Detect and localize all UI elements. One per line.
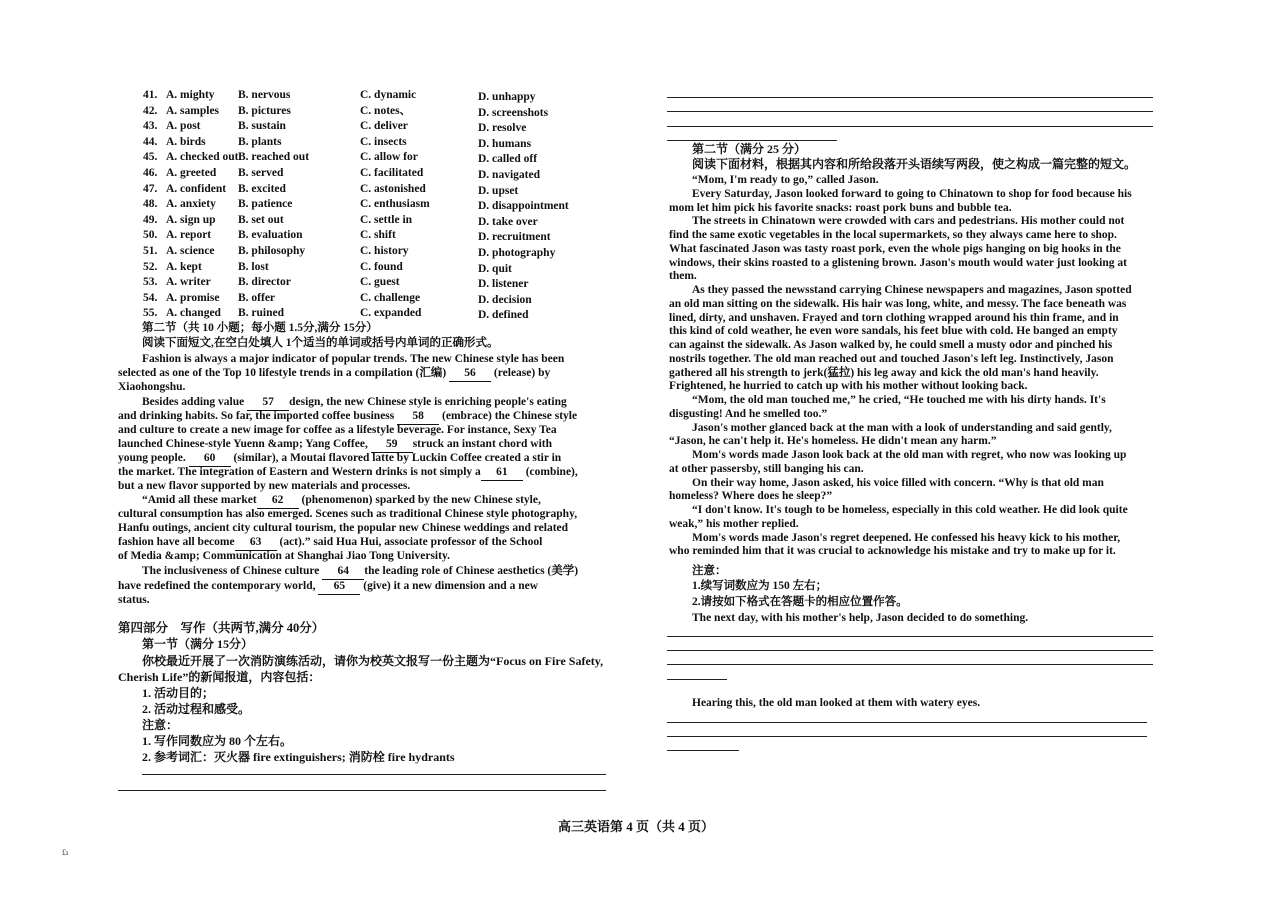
para2-line4: launched Chinese-style Yuenn &amp; Yang Coffee, 59 struck an instant chord with: [118, 438, 552, 453]
blank-56[interactable]: 56: [449, 367, 491, 382]
answer-line[interactable]: [667, 636, 1153, 637]
continuation-note-2: 2.请按如下格式在答题卡的相应位置作答。: [692, 596, 908, 608]
choice-option-b[interactable]: B. philosophy: [238, 245, 306, 257]
answer-line[interactable]: [667, 750, 739, 751]
choice-number: 48.: [143, 198, 158, 211]
story-line: “Jason, he can't help it. He's homeless. He didn't mean any harm.”: [669, 435, 997, 448]
choice-option-b[interactable]: B. served: [238, 167, 284, 179]
choice-option-d[interactable]: D. screenshots: [478, 106, 549, 119]
blank-59[interactable]: 59: [371, 438, 413, 453]
choice-option-c[interactable]: C. dynamic: [360, 89, 417, 101]
story-line: find the same exotic vegetables in the local supermarkets, so they always came here to shop.: [669, 229, 1117, 241]
choice-option-d[interactable]: D. recruitment: [478, 231, 551, 244]
story-line: lined, dirty, and unshaven. Frayed and torn clothing wrapped around his thin frame, and in: [669, 311, 1119, 324]
para1-line1: Fashion is always a major indicator of popular trends. The new Chinese style has been: [142, 353, 565, 365]
story-line: Every Saturday, Jason looked forward to going to Chinatown to shop for food because his: [692, 187, 1132, 200]
story-line: Jason's mother glanced back at the man with a look of understanding and said gently,: [692, 421, 1112, 434]
answer-line[interactable]: [667, 650, 1153, 651]
choice-number: 53.: [143, 276, 158, 289]
writing-prompt-line2: Cherish Life”的新闻报道，内容包括：: [118, 670, 321, 684]
choice-option-a[interactable]: A. promise: [166, 291, 220, 304]
story-line: mom let him pick his favorite snacks: roast pork buns and bubble tea.: [669, 201, 1012, 214]
choice-number: 54.: [143, 291, 158, 304]
choice-option-a[interactable]: A. greeted: [166, 167, 217, 179]
choice-option-b[interactable]: B. plants: [238, 135, 282, 148]
page-footer: 高三英语第 4 页（共 4 页）: [557, 819, 714, 834]
para3-line4: fashion have all become 63 (act).” said Hua Hui, associate professor of the School: [118, 536, 542, 551]
choice-option-a[interactable]: A. report: [166, 229, 212, 242]
choice-number: 44.: [143, 135, 158, 148]
choice-option-d[interactable]: D. humans: [478, 137, 532, 150]
para2-line3: and culture to create a new image for coffee as a lifestyle beverage. For instance, Sexy Tea: [118, 424, 557, 436]
choice-number: 50.: [143, 229, 158, 242]
paragraph2-opening: Hearing this, the old man looked at them with watery eyes.: [692, 697, 981, 709]
choice-option-d[interactable]: D. quit: [478, 262, 512, 275]
writing-point-1: 1. 活动目的；: [142, 686, 215, 700]
choice-option-b[interactable]: B. evaluation: [238, 229, 303, 242]
choice-number: 43.: [143, 120, 158, 133]
section2-instruction: 阅读下面短文,在空白处填人 1个适当的单词或括号内单词的正确形式。: [142, 337, 499, 349]
story-line: As they passed the newsstand carrying Chinese newspapers and magazines, Jason spotted: [692, 284, 1132, 296]
story-line: “Mom, the old man touched me,” he cried, “He touched me with his dirty hands. It's: [692, 394, 1106, 406]
writing-prompt-line1: 你校最近开展了一次消防演练活动，请你为校英文报写一份主题为“Focus on Fire Safety,: [142, 654, 604, 668]
choice-option-c[interactable]: C. facilitated: [360, 167, 424, 179]
choice-option-b[interactable]: B. ruined: [238, 307, 285, 320]
continuation-instruction: 阅读下面材料，根据其内容和所给段落开头语续写两段，使之构成一篇完整的短文。: [692, 157, 1137, 171]
choice-option-c[interactable]: C. history: [360, 245, 409, 257]
story-line: windows, their skins roasted to a glistening brown. Jason's mouth would water just looking at: [669, 256, 1127, 269]
blank-62[interactable]: 62: [257, 494, 299, 509]
choice-option-d[interactable]: D. navigated: [478, 169, 540, 181]
writing-section1-title: 第一节（满分 15分）: [142, 637, 254, 651]
paragraph1-opening: The next day, with his mother's help, Jason decided to do something.: [692, 612, 1029, 624]
choice-option-a[interactable]: A. samples: [166, 104, 220, 117]
choice-option-a[interactable]: A. checked out: [166, 151, 239, 164]
choice-number: 46.: [143, 167, 158, 179]
continuation-section-title: 第二节（满分 25 分）: [692, 142, 807, 156]
answer-line[interactable]: [667, 722, 1147, 723]
choice-option-c[interactable]: C. astonished: [360, 182, 426, 195]
choice-option-d[interactable]: D. listener: [478, 278, 529, 291]
blank-58[interactable]: 58: [397, 410, 439, 425]
answer-line[interactable]: [667, 140, 837, 141]
para1-line2: selected as one of the Top 10 lifestyle trends in a compilation (汇编) 56 (release) by: [118, 367, 612, 382]
story-line: this kind of cold weather, he even wore sandals, his feet blue with cold. He banged an empty: [669, 325, 1118, 338]
writing-point-2: 2. 活动过程和感受。: [142, 702, 251, 716]
choice-number: 55.: [143, 307, 158, 320]
choice-option-a[interactable]: A. writer: [166, 276, 211, 289]
answer-line[interactable]: [667, 664, 1153, 665]
choice-option-b[interactable]: B. director: [238, 276, 291, 289]
blank-57[interactable]: 57: [247, 396, 289, 411]
answer-line[interactable]: [667, 736, 1147, 737]
choice-option-d[interactable]: D. photography: [478, 247, 556, 259]
choice-number: 47.: [143, 182, 158, 195]
story-line: homeless? Where does he sleep?”: [669, 490, 833, 503]
story-line: an old man sitting on the sidewalk. His hair was long, white, and messy. The face beneath was: [669, 297, 1127, 310]
choice-option-c[interactable]: C. found: [360, 260, 403, 273]
choice-option-c[interactable]: C. expanded: [360, 307, 422, 320]
para3-line5: of Media &amp; Communication at Shanghai Jiao Tong University.: [118, 550, 450, 562]
story-line: at other passersby, still banging his can.: [669, 462, 864, 475]
choice-option-d[interactable]: D. resolve: [478, 122, 527, 135]
choice-option-a[interactable]: A. kept: [166, 260, 202, 273]
para3-line1: “Amid all these market 62 (phenomenon) sparked by the new Chinese style,: [142, 494, 541, 509]
section2-title: 第二节（共 10 小题；每小题 1.5分,满分 15分）: [142, 322, 378, 334]
choice-option-b[interactable]: B. set out: [238, 213, 284, 226]
choice-option-a[interactable]: A. sign up: [166, 213, 216, 226]
choice-option-d[interactable]: D. unhappy: [478, 91, 536, 103]
choice-option-c[interactable]: C. deliver: [360, 120, 408, 133]
para2-line5: young people. 60 (similar), a Moutai flavored latte by Luckin Coffee created a stir in: [118, 452, 561, 467]
choice-option-a[interactable]: A. birds: [166, 135, 206, 148]
para2-line6: the market. The integration of Eastern and Western drinks is not simply a 61 (combine),: [118, 466, 578, 481]
writing-note-2: 2. 参考词汇：灭火器 fire extinguishers; 消防栓 fire hydrants: [142, 750, 455, 764]
choice-option-d[interactable]: D. upset: [478, 184, 519, 197]
choice-number: 45.: [143, 151, 158, 164]
para4-line1: The inclusiveness of Chinese culture 64 the leading role of Chinese aesthetics (美学): [142, 565, 578, 580]
story-line: “Mom, I'm ready to go,” called Jason.: [692, 174, 879, 186]
story-line: them.: [669, 270, 697, 283]
blank-63[interactable]: 63: [235, 536, 277, 551]
para4-line2: have redefined the contemporary world, 65 (give) it a new dimension and a new: [118, 580, 538, 595]
choice-option-a[interactable]: A. anxiety: [166, 198, 216, 211]
choice-number: 51.: [143, 245, 158, 257]
choice-option-b[interactable]: B. nervous: [238, 89, 291, 101]
choice-option-c[interactable]: C. notes、: [360, 104, 412, 117]
choice-option-c[interactable]: C. shift: [360, 229, 396, 242]
story-line: “I don't know. It's tough to be homeless, especially in this cold weather. He did look quite: [692, 504, 1128, 516]
writing-note-1: 1. 写作同数应为 80 个左右。: [142, 734, 293, 748]
continuation-note-title: 注意：: [692, 565, 727, 577]
story-line: Mom's words made Jason look back at the old man with regret, who now was looking up: [692, 449, 1127, 461]
para2-line1: Besides adding value 57 design, the new Chinese style is enriching people's eating: [142, 396, 567, 411]
choice-option-a[interactable]: A. confident: [166, 182, 227, 195]
choice-option-b[interactable]: B. patience: [238, 198, 293, 211]
story-line: gathered all his strength to jerk(猛拉) his leg away and kick the old man's hand heavily.: [669, 366, 1099, 379]
choice-option-b[interactable]: B. reached out: [238, 151, 310, 164]
choice-option-c[interactable]: C. insects: [360, 135, 407, 148]
choice-number: 41.: [143, 89, 158, 101]
blank-65[interactable]: 65: [318, 580, 360, 595]
choice-option-b[interactable]: B. offer: [238, 291, 276, 304]
story-line: On their way home, Jason asked, his voice filled with concern. “Why is that old man: [692, 476, 1104, 489]
choice-option-a[interactable]: A. science: [166, 245, 215, 257]
choice-option-c[interactable]: C. allow for: [360, 151, 418, 164]
choice-option-a[interactable]: A. post: [166, 120, 201, 133]
blank-60[interactable]: 60: [189, 452, 231, 467]
continuation-note-1: 1.续写词数应为 150 左右；: [692, 580, 828, 592]
choice-option-c[interactable]: C. settle in: [360, 213, 413, 226]
answer-line[interactable]: [667, 111, 1153, 112]
choice-option-b[interactable]: B. lost: [238, 260, 269, 273]
choice-number: 52.: [143, 260, 158, 273]
choice-option-d[interactable]: D. defined: [478, 309, 529, 322]
answer-line[interactable]: [667, 126, 1153, 127]
blank-64[interactable]: 64: [322, 565, 364, 580]
para3-line2: cultural consumption has also emerged. Scenes such as traditional Chinese style photography,: [118, 508, 578, 520]
choice-option-a[interactable]: A. changed: [166, 307, 221, 320]
story-line: nostrils together. The old man reached out and touched Jason's left leg. Instinctively, Jason: [669, 352, 1114, 365]
choice-option-c[interactable]: C. challenge: [360, 291, 421, 304]
choice-option-d[interactable]: D. take over: [478, 215, 538, 228]
choice-option-c[interactable]: C. enthusiasm: [360, 198, 430, 211]
writing-note-title: 注意：: [142, 718, 179, 732]
para1-line3: Xiaohongshu.: [118, 381, 186, 393]
choice-option-b[interactable]: B. pictures: [238, 104, 291, 117]
corner-mark: £ı: [62, 848, 69, 857]
answer-line[interactable]: [667, 679, 727, 680]
blank-61[interactable]: 61: [481, 466, 523, 481]
answer-line[interactable]: [667, 97, 1153, 98]
story-line: weak,” his mother replied.: [669, 517, 799, 530]
choice-option-d[interactable]: D. decision: [478, 293, 532, 306]
story-line: Mom's words made Jason's regret deepened. He confessed his heavy kick to his mother,: [692, 531, 1121, 544]
story-line: What fascinated Jason was tasty roast pork, even the whole pigs hanging on big hooks in the: [669, 242, 1121, 255]
choice-option-c[interactable]: C. guest: [360, 276, 400, 289]
choice-option-a[interactable]: A. mighty: [166, 89, 215, 101]
choice-number: 42.: [143, 104, 158, 117]
choice-option-b[interactable]: B. excited: [238, 182, 286, 195]
para2-line7: but a new flavor supported by new materials and processes.: [118, 480, 411, 492]
choice-option-d[interactable]: D. disappointment: [478, 200, 569, 213]
answer-line[interactable]: [142, 774, 606, 775]
story-line: The streets in Chinatown were crowded with cars and pedestrians. His mother could not: [692, 215, 1125, 228]
choice-number: 49.: [143, 213, 158, 226]
para2-line2: and drinking habits. So far, the imported coffee business 58 (embrace) the Chinese style: [118, 410, 577, 425]
story-line: can against the sidewalk. As Jason walked by, he could smell a musty odor and pinched his: [669, 339, 1113, 351]
story-line: Frightened, he hurried to catch up with his mother without looking back.: [669, 380, 1028, 393]
para3-line3: Hanfu outings, ancient city cultural tourism, the popular new Chinese weddings and related: [118, 522, 569, 534]
story-line: who reminded him that it was crucial to acknowledge his mistake and try to make up for it.: [669, 545, 1116, 558]
answer-line[interactable]: [118, 790, 606, 791]
story-line: disgusting! And he smelled too.”: [669, 407, 828, 420]
para4-line3: status.: [118, 594, 150, 606]
part4-title: 第四部分 写作（共两节,满分 40分）: [118, 621, 325, 635]
choice-option-b[interactable]: B. sustain: [238, 120, 286, 133]
choice-option-d[interactable]: D. called off: [478, 153, 538, 166]
